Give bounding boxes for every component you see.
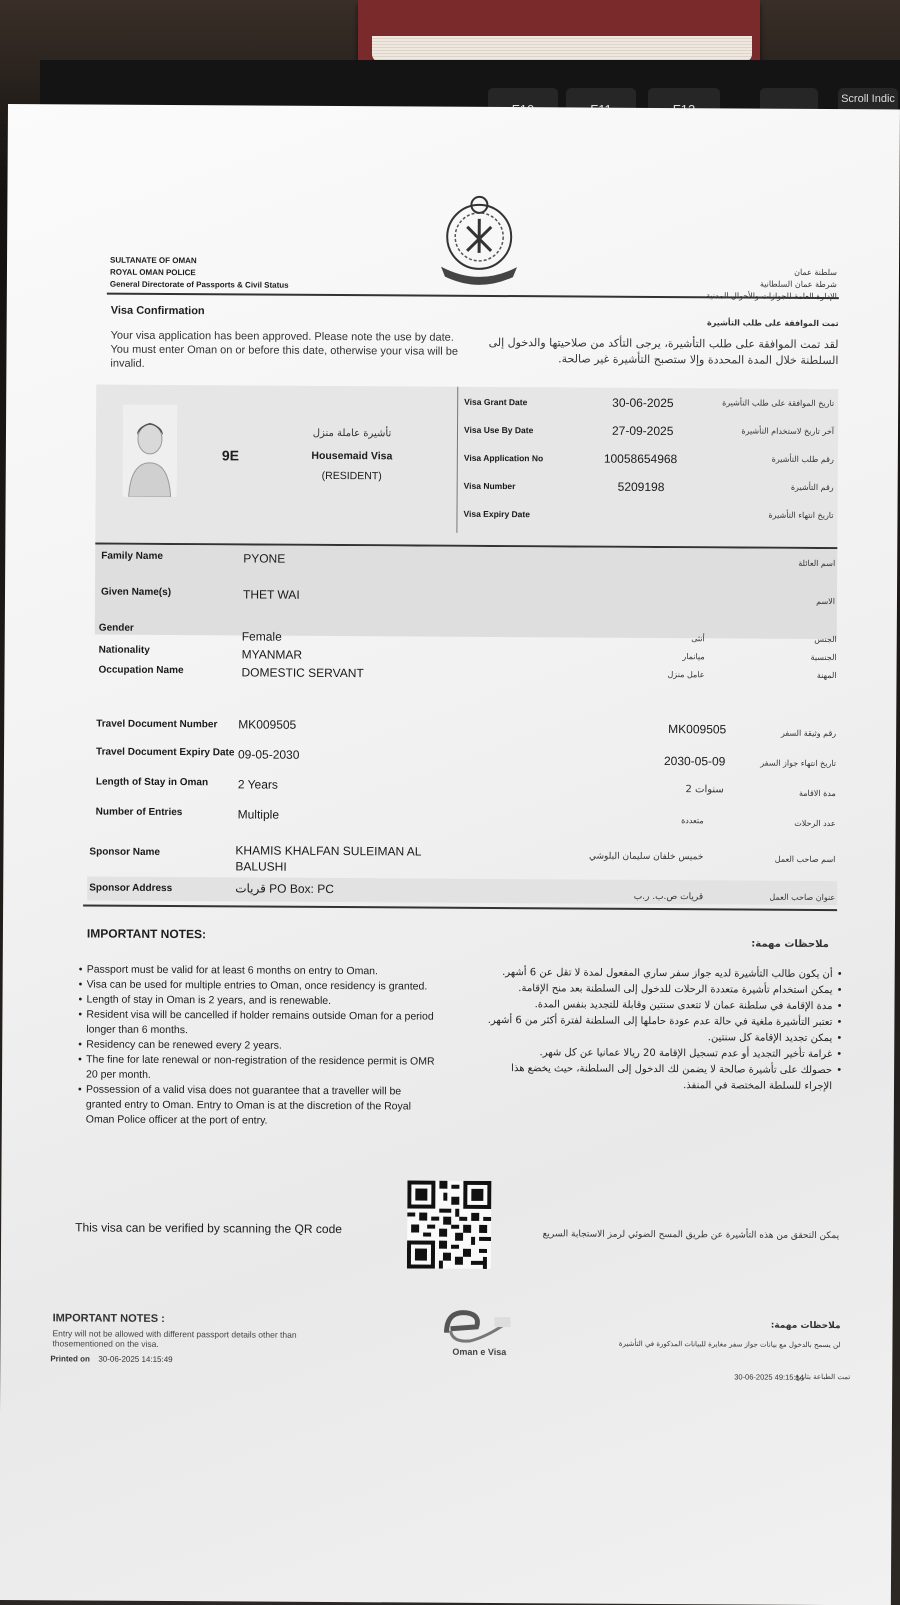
family-name-value: PYONE: [243, 551, 286, 566]
header-en: [110, 255, 289, 292]
qr-caption: This visa can be verified by scanning the QR code: [75, 1220, 342, 1237]
note-ar-item: • يمكن تجديد الإقامة كل سنتين.: [486, 1029, 842, 1047]
footer-ar-text: لن يسمح بالدخول مع بيانات جواز سفر مغايرة للبيانات المذكورة في التأشيرة: [618, 1339, 841, 1350]
note-item: • Residency can be renewed every 2 years.: [78, 1037, 438, 1054]
visa-expiry-row: [463, 509, 839, 539]
visa-type-name: Housemaid Visa: [311, 449, 393, 463]
note-ar-item: • تعتبر التأشيرة ملغية في حالة عدم عودة حاملها إلى السلطنة لفترة أكثر من 6 أشهر.: [486, 1013, 842, 1031]
note-ar-item: • حصولك على تأشيرة صالحة لا يضمن لك الدخول إلى السلطنة، حيث يخضع هذا الإجراء للسلطة المختصة في المنفذ.: [486, 1061, 842, 1095]
occupation-ar-value: عامل منزل: [667, 670, 705, 680]
nationality-ar: الجنسية: [810, 652, 837, 663]
footer-ar-printed-label: تمت الطباعة بتاريخ: [794, 1372, 851, 1382]
confirmation-body: Your visa application has been approved. Please note the use by date. You must enter Oman on or before this date, otherwise your visa will be invalid.: [110, 329, 459, 370]
visa-expiry-label: Visa Expiry Date: [463, 508, 531, 520]
sponsor-address-ar: عنوان صاحب العمل: [769, 892, 836, 903]
travel-doc-number-ar: رقم وثيقة السفر: [780, 728, 837, 739]
travel-doc-number-ar-value: MK009505: [668, 722, 727, 737]
family-name-label: Family Name: [101, 550, 163, 562]
gender-ar: الجنس: [814, 634, 837, 645]
visa-number-label: Visa Number: [463, 480, 516, 492]
number-of-entries-value: Multiple: [237, 807, 280, 822]
visa-application-label: Visa Application No: [463, 452, 544, 464]
note-item: • Visa can be used for multiple entries to Oman, once residency is granted.: [79, 977, 439, 994]
royal-oman-police-emblem-icon: [431, 189, 528, 290]
visa-use-by-row: [464, 425, 840, 455]
footer-ar-printed: 30-06-2025 49:15:14: [734, 1372, 804, 1382]
sponsor-name-ar-value: خميس خلفان سليمان البلوشي: [588, 851, 704, 863]
visa-application-row: [464, 453, 840, 483]
occupation-label: Occupation Name: [98, 664, 184, 677]
length-of-stay-value: 2 Years: [237, 777, 278, 792]
given-names-value: THET WAI: [242, 587, 300, 602]
notes-ar-title: ملاحظات مهمة:: [751, 938, 829, 951]
notes-list: [78, 962, 439, 1129]
sponsor-address-label: Sponsor Address: [89, 882, 173, 895]
given-names-ar: الاسم: [816, 596, 836, 607]
qr-caption-ar: يمكن التحقق من هذه التأشيرة عن طريق المسح الضوئي لرمز الاستجابة السريع: [542, 1229, 840, 1242]
sponsor-name-line2: BALUSHI: [235, 859, 287, 874]
note-ar-item: • يمكن استخدام تأشيرة متعددة الرحلات للدخول إلى السلطنة بعد منح الإقامة.: [487, 981, 843, 999]
visa-use-by-ar: آخر تاريخ لاستخدام التأشيرة: [741, 426, 835, 437]
number-of-entries-ar: عدد الرحلات: [794, 818, 836, 829]
visa-dates-table: [463, 397, 840, 539]
note-ar-item: • أن يكون طالب التأشيرة لديه جواز سفر ساري المفعول لمدة لا تقل عن 6 أشهر.: [487, 965, 843, 983]
qr-code-icon: [407, 1180, 492, 1269]
visa-type-code: 9E: [221, 447, 240, 464]
nationality-ar-value: ميانمار: [682, 652, 705, 662]
note-item: • Possession of a valid visa does not guarantee that a traveller will be granted entry to Oman. Entry to Oman is at the discretion of the Royal Oman Police officer at the port of entry.: [78, 1082, 438, 1129]
travel-doc-expiry-ar: تاريخ انتهاء جواز السفر: [760, 758, 837, 769]
footer-text: Entry will not be allowed with different passport details other than thosementioned on the visa.: [52, 1328, 297, 1349]
footer-title: IMPORTANT NOTES :: [52, 1312, 165, 1325]
length-of-stay-label: Length of Stay in Oman: [95, 776, 209, 789]
visa-type-category: (RESIDENT): [321, 469, 382, 483]
visa-number-ar: رقم التأشيرة: [790, 482, 834, 493]
key-scroll-lock: Scroll Indic: [838, 88, 898, 132]
sponsor-name-ar: اسم صاحب العمل: [774, 854, 836, 865]
sponsor-address-value: قريات PO Box: PC: [235, 881, 334, 897]
gender-ar-value: أنثى: [691, 634, 705, 644]
nationality-label: Nationality: [98, 644, 150, 656]
visa-application-value: 10058654968: [603, 451, 678, 467]
travel-doc-expiry-label: Travel Document Expiry Date: [96, 746, 235, 759]
visa-grant-date-ar: تاريخ الموافقة على طلب التأشيرة: [722, 398, 835, 409]
note-ar-item: • مدة الإقامة في سلطنة عمان لا تتعدى سنتين وقابلة للتجديد بنفس المدة.: [486, 997, 842, 1015]
note-item: • The fine for late renewal or non-registration of the residence permit is OMR 20 per month.: [78, 1052, 438, 1084]
length-of-stay-ar: مدة الاقامة: [798, 788, 836, 799]
occupation-value: DOMESTIC SERVANT: [241, 665, 364, 681]
header-ar-country: سلطنة عمان: [794, 267, 838, 278]
visa-application-ar: رقم طلب التأشيرة: [771, 454, 834, 465]
header-ar-police: شرطة عمان السلطانية: [759, 279, 837, 290]
visa-grant-date-value: 30-06-2025: [612, 395, 674, 411]
note-item: • Passport must be valid for at least 6 months on entry to Oman.: [79, 962, 439, 979]
header-directorate: General Directorate of Passports & Civil Status: [109, 279, 289, 290]
visa-grant-date-label: Visa Grant Date: [464, 396, 528, 408]
travel-doc-number-label: Travel Document Number: [96, 718, 218, 731]
visa-expiry-ar: تاريخ انتهاء التأشيرة: [768, 510, 834, 521]
sponsor-name-label: Sponsor Name: [89, 846, 161, 858]
confirmation-ar-title: تمت الموافقة على طلب التأشيرة: [707, 318, 839, 329]
applicant-photo: [123, 405, 178, 497]
printed-value: 30-06-2025 14:15:49: [98, 1354, 173, 1365]
confirmation-title: Visa Confirmation: [110, 304, 205, 318]
visa-use-by-label: Visa Use By Date: [463, 424, 534, 436]
confirmation-ar-body: لقد تمت الموافقة على طلب التأشيرة، يرجى التأكد من صلاحيتها والدخول إلى السلطنة خلال المدة المحددة وإلا ستصبح التأشيرة غير صالحة.: [488, 335, 839, 368]
header-country: SULTANATE OF OMAN: [110, 255, 197, 266]
visa-number-row: [464, 481, 840, 511]
printed-label: Printed on: [50, 1354, 90, 1364]
number-of-entries-label: Number of Entries: [95, 806, 183, 819]
gender-label: Gender: [98, 622, 134, 634]
given-names-label: Given Name(s): [100, 586, 172, 599]
sponsor-divider: [83, 904, 837, 911]
travel-doc-number-value: MK009505: [238, 717, 297, 732]
visa-type-ar: تأشيرة عاملة منزل: [312, 427, 392, 440]
note-item: • Resident visa will be cancelled if holder remains outside Oman for a period longer than 6 months.: [78, 1007, 438, 1039]
length-of-stay-ar-value: سنوات 2: [685, 784, 724, 796]
header-police: ROYAL OMAN POLICE: [109, 267, 196, 278]
number-of-entries-ar-value: متعددة: [681, 816, 704, 826]
notes-title: IMPORTANT NOTES:: [86, 926, 207, 942]
portrait-icon: [123, 405, 178, 497]
travel-doc-expiry-value: 09-05-2030: [237, 747, 300, 762]
sponsor-address-ar-value: قريات ص.ب. ر.ب: [633, 891, 704, 903]
visa-document: [0, 104, 900, 1605]
gender-value: Female: [241, 629, 282, 644]
occupation-ar: المهنة: [816, 670, 837, 681]
oman-evisa-logo-text: Oman e Visa: [452, 1346, 507, 1358]
visa-number-value: 5209198: [617, 479, 665, 495]
notebook-pages: [372, 36, 752, 62]
nationality-value: MYANMAR: [241, 647, 303, 662]
notes-ar-list: [486, 965, 843, 1095]
footer-ar-title: ملاحظات مهمة:: [770, 1320, 841, 1332]
sponsor-name-line1: KHAMIS KHALFAN SULEIMAN AL: [235, 843, 422, 859]
visa-grant-date-row: [464, 397, 840, 427]
visa-use-by-value: 27-09-2025: [611, 423, 674, 439]
travel-doc-expiry-ar-value: 2030-05-09: [663, 754, 726, 769]
note-item: • Length of stay in Oman is 2 years, and is renewable.: [78, 992, 438, 1009]
note-ar-item: • غرامة تأخير التجديد أو عدم تسجيل الإقامة 20 ريالا عمانيا عن كل شهر.: [486, 1045, 842, 1063]
family-name-ar: اسم العائلة: [798, 558, 836, 569]
